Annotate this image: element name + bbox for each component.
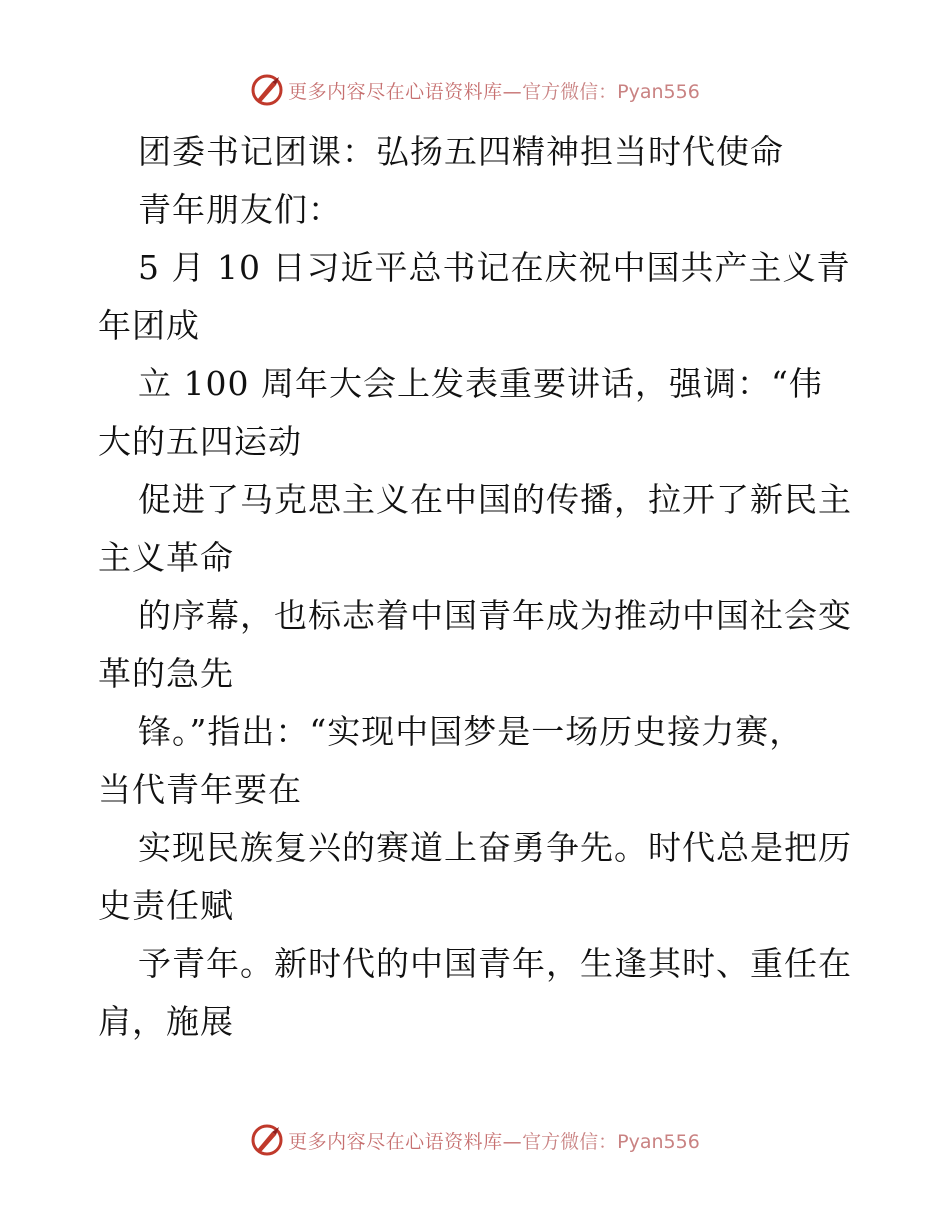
paragraph-line: 实现民族复兴的赛道上奋勇争先。时代总是把历 [138,828,852,867]
document-title: 团委书记团课：弘扬五四精神担当时代使命 [138,132,784,171]
paragraph-line: 促进了马克思主义在中国的传播，拉开了新民主 [138,480,852,519]
paragraph-line: 革的急先 [98,654,234,693]
quill-circle-icon [250,1123,284,1157]
paragraph-line: 锋。”指出：“实现中国梦是一场历史接力赛， [138,712,804,751]
paragraph-line: 的序幕，也标志着中国青年成为推动中国社会变 [138,596,852,635]
paragraph-line: 大的五四运动 [98,422,302,461]
footer-watermark [0,1120,950,1160]
document-body [98,123,858,1051]
paragraph-line: 予青年。新时代的中国青年，生逢其时、重任在 [138,944,852,983]
watermark-wechat: 官方微信：Pyan556 [522,1130,700,1153]
paragraph-line: 肩，施展 [98,1002,234,1041]
watermark-wechat: 官方微信：Pyan556 [522,80,700,103]
paragraph-line: 主义革命 [98,538,234,577]
watermark-text: 更多内容尽在心语资料库— [288,1130,523,1153]
paragraph-line: 当代青年要在 [98,770,302,809]
quill-circle-icon [250,73,284,107]
paragraph-line: 立 100 周年大会上发表重要讲话，强调：“伟 [138,364,823,403]
header-watermark [0,70,950,110]
watermark-text: 更多内容尽在心语资料库— [288,80,523,103]
salutation: 青年朋友们： [138,190,342,229]
paragraph-line: 年团成 [98,306,200,345]
paragraph-line: 5 月 10 日习近平总书记在庆祝中国共产主义青 [138,248,851,287]
paragraph-line: 史责任赋 [98,886,234,925]
